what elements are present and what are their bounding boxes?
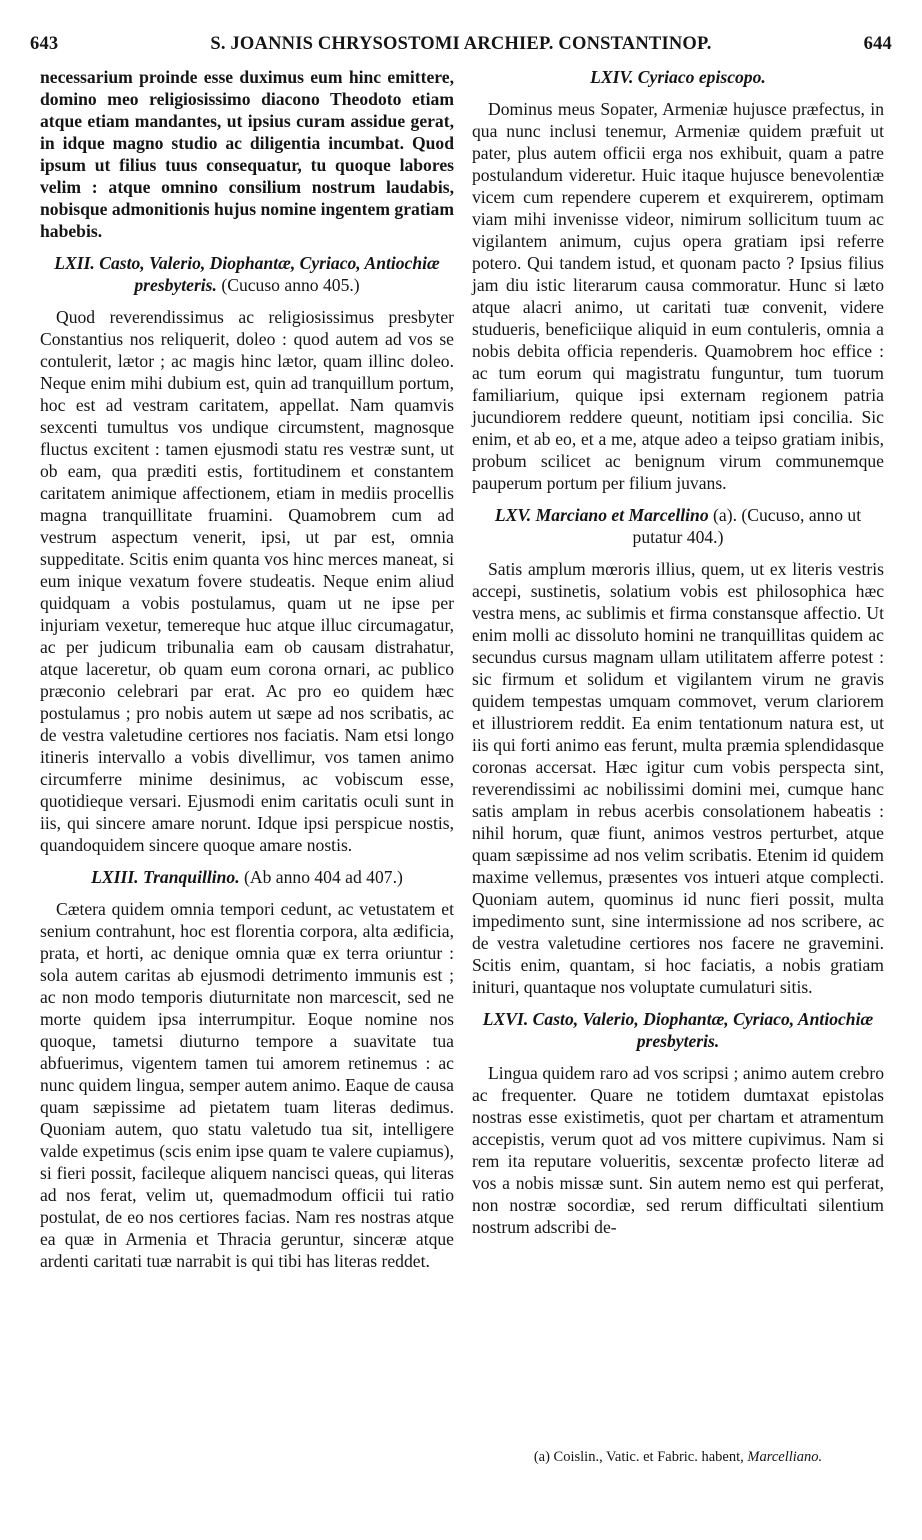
letter-heading-65 [472,504,884,548]
letter-number: LXII. [54,253,95,273]
letter-addressees: Cyriaco episcopo. [637,67,766,87]
letter-body-65: Satis amplum mœroris illius, quem, ut ex literis vestris accepi, sustinetis, solatium vobis est philosophica hæc vestra mens, ac sublimis et firma constansque affectio. Ut enim molli ac dissoluto homini ne tranquillitas quidem ac secundus cursus magnam ullam utilitatem afferre potest : sic firmum et solidum et vigilantem virum ne gravis quidem tempestas umquam commovet, verum clariorem et illustriorem reddit. Ea enim tentationum natura est, ut iis qui forti animo eas ferunt, multa præmia splendidasque coronas accersat. Hæc igitur cum vobis perspecta sint, reverendissimi ac nobilissimi domini mei, cumque hanc satis amplam in rebus acerbis consolationem habeatis : nihil horum, quæ fiunt, animos vestros perturbet, atque quam sæpissime ad nos velim scribatis. Etenim id quidem maxime vellemus, præsentes vos intueri atque complecti. Quoniam autem, quominus id nunc fieri possit, multa impedimento sunt, sine intermissione ad nos scribere, ac de vestra valetudine certiores nos facere ne gravemini. Scitis enim, quantam, si hoc faciatis, a nobis gratiam inituri, quantaque nos voluptate cumulaturi sitis. [472,559,884,997]
letter-date: (Ab anno 404 ad 407.) [244,867,403,887]
letter-heading-66 [472,1008,884,1052]
letter-number: LXIII. [91,867,139,887]
letter-body-62: Quod reverendissimus ac religiosissimus presbyter Constantius nos reliquerit, doleo : quod autem ad vos se contulerit, lætor ; ac magis hinc lætor, quam illinc doleo. Neque enim mihi dubium est, quin ad tranquillum portum, hoc est ad vestram caritatem, appellat. Nam quamvis sexcenti tumultus vos undique circumstent, magnosque fluctus excitent : tamen ejusmodi statu res vestræ sunt, ut ob eam, qua præditi estis, fortitudinem et constantem caritatem animique affectionem, etiam in mediis procellis magna tranquillitate fruamini. Quamobrem cum ad vestrum aspectum venerit, ipsi, ut par est, omnia suppeditate. Scitis enim quanta vos hinc merces maneat, si eum inique vexatum fovere studeatis. Neque enim aliud quidquam a vobis postulamus, quam ut ne ipse per injuriam vexetur, temereque huc atque illuc circumagatur, ac per judicum tribunalia eam ob causam distrahatur, atque laceretur, ob quam eum corona ornari, ac publico præconio celebrari par erat. Ac pro eo quidem hæc postulamus ; pro nobis autem ut sæpe ad nos scribatis, ac de vestra valetudine certiores nos faciatis. Nam etsi longo itineris intervallo a vobis divellimur, vos tamen animo circumferre minime desinimus, ac vobiscum esse, quotidieque versari. Ejusmodi enim caritatis oculi sunt in iis, qui sincere amare norunt. Idque ipsi perspicue nostis, quandoquidem sincere quoque amare nostis. [40,307,454,855]
letter-heading-63 [40,866,454,888]
letter-addressees: Casto, Valerio, Diophantæ, Cyriaco, Antiochiæ presbyteris. [99,253,440,295]
letter-body-64: Dominus meus Sopater, Armeniæ hujusce præfectus, in qua nunc inclusi tenemur, Armeniæ quidem præfuit ut pater, plus autem officii erga nos exhibuit, quam a patre postulandum videretur. Huic itaque hujusce benevolentiæ vicem cum rependere cuperem et exquirerem, optimam viam mihi invenisse videor, nimirum sollicitum tuum ac vigilantem animum, cujus opera gratiam ipsi referre potero. Qui tandem istud, et quonam pacto ? Ipsius filius jam diu istic literarum causa commoratur. Hunc si læto atque alacri animo, ut caritati tuæ convenit, videre studueris, beneficiique aliquid in eum contuleris, omnia a nobis debita officia rependeris. Quamobrem hoc effice : ac tum eorum qui magistratu funguntur, tum tuorum familiarium, quique ipsi externam regionem patria jucundiorem reddere queunt, notitiam ipsi concilia. Sic enim, et ab eo, et a me, atque adeo a teipso gratiam inibis, probum scilicet ac benignum virum communemque pauperum portum per filium juvans. [472,99,884,493]
letter-addressees: Tranquillino. [142,867,240,887]
footnote-text: Coislin., Vatic. et Fabric. habent, [553,1449,744,1465]
footnote-mark: (a) [533,1449,550,1465]
running-header [30,34,892,58]
letter-addressees: Casto, Valerio, Diophantæ, Cyriaco, Antiochiæ presbyteris. [532,1009,874,1051]
continued-letter-text: necessarium proinde esse duximus eum hinc emittere, domino meo religiosissimo diacono Theodoto etiam atque etiam mandantes, ut ipsius curam assidue gerat, in idque magno studio ac diligentia incumbat. Quod ipsum ut filius tuus consequatur, tu quoque labores velim : atque omnino consilium nostrum laudabis, nobisque admonitionis hujus nomine ingentem gratiam habebis. [40,67,455,241]
letter-heading-62 [40,252,454,296]
letter-date: (Cucuso, anno ut putatur 404.) [632,505,862,547]
right-page-number: 644 [863,34,892,54]
letter-number: LXV. [494,505,532,525]
letter-addressees: Marciano et Marcellino [535,505,709,525]
letter-date: (Cucuso anno 405.) [221,275,360,295]
left-column [40,66,454,1272]
letter-body-66: Lingua quidem raro ad vos scripsi ; animo autem crebro ac frequenter. Quare ne totidem dumtaxat epistolas nostras esse existimetis, quot per chartam et atramentum accepistis, verum quot ad vos mittere cupivimus. Nam si rem ita reputare volueritis, sexcentæ profecto literæ ad vos a nobis missæ sunt. Sin autem nemo est qui perferat, non nostræ socordiæ, sed rerum difficultati silentium nostrum adscribi de- [472,1063,884,1237]
right-column [472,66,884,1238]
letter-heading-64 [472,66,884,88]
footnote [472,1449,884,1466]
letter-body-63: Cætera quidem omnia tempori cedunt, ac vetustatem et senium contrahunt, hoc est florentia corpora, alta ædificia, prata, et horti, ac denique omnia quæ ex terra oriuntur : sola autem caritas ab ejusmodi detrimento immunis est ; ac non modo temporis diuturnitate non marcescit, sed ne morte quidem ipsa interrumpitur. Eoque nomine nos quoque, tametsi diuturno tempore a suavitate tua abfuerimus, vigentem tamen tui amorem retinemus : ac nunc quidem lingua, semper autem animo. Eaque de causa quam sæpissime ad pietatem tuam literas dedimus. Quoniam autem, quo statu valetudo tua sit, intelligere valde expetimus (scis enim ipse quam te valere cupiamus), si fieri possit, facileque aliquem nancisci queas, qui literas ad nos ferat, velim ut, quemadmodum officii tui ratio postulat, de eo nos certiores facias. Nam res nostras atque ea quæ in Armenia et Thracia geruntur, sinceræ atque ardenti caritati tuæ narrabit is qui tibi has literas reddet. [40,899,454,1271]
left-page-number: 643 [30,34,59,54]
letter-number: LXVI. [482,1009,529,1029]
footnote-name: Marcelliano. [747,1449,823,1465]
footnote-reference: (a). [713,505,737,525]
running-title: S. JOANNIS CHRYSOSTOMI ARCHIEP. CONSTANTINOP. [210,34,712,54]
letter-number: LXIV. [590,67,634,87]
